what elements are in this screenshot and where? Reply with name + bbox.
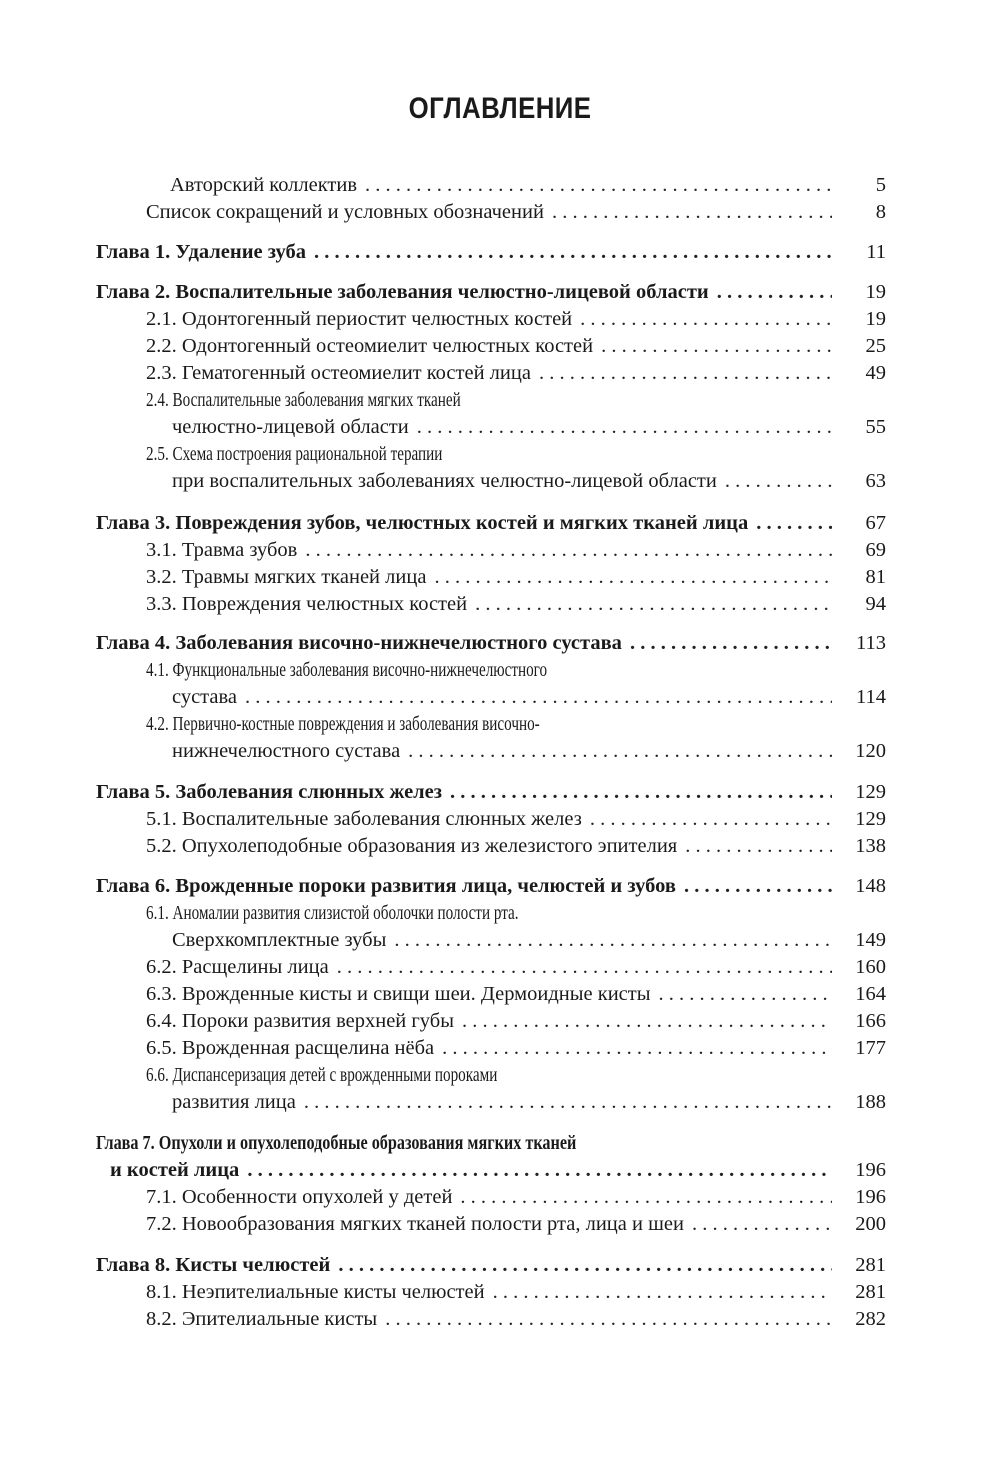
- toc-chapter-4: Глава 4. Заболевания височно-нижнечелюстного сустава . . . 113: [96, 630, 886, 656]
- toc-section-6-6-line1: 6.6. Диспансеризация детей с врожденными пороками: [146, 1064, 498, 1086]
- toc-section-2-4: челюстно-лицевой области . . . 55: [172, 414, 886, 440]
- toc-chapter-5: Глава 5. Заболевания слюнных желез . . . 129: [96, 779, 886, 805]
- toc-section-3-2: 3.2. Травмы мягких тканей лица . . . 81: [146, 564, 886, 590]
- toc-section-6-5: 6.5. Врожденная расщелина нёба . . . 177: [146, 1035, 886, 1061]
- toc-section-3-1: 3.1. Травма зубов . . . 69: [146, 537, 886, 563]
- toc-section-6-2: 6.2. Расщелины лица . . . 160: [146, 954, 886, 980]
- toc-section-2-2: 2.2. Одонтогенный остеомиелит челюстных костей . . . 25: [146, 333, 886, 359]
- toc-section-5-2: 5.2. Опухолеподобные образования из железистого эпителия . . . 138: [146, 833, 886, 859]
- toc-section-8-1: 8.1. Неэпителиальные кисты челюстей . . . 281: [146, 1279, 886, 1305]
- toc-chapter-2: Глава 2. Воспалительные заболевания челюстно-лицевой области . . . 19: [96, 279, 886, 305]
- toc-chapter-8: Глава 8. Кисты челюстей . . . 281: [96, 1252, 886, 1278]
- toc-section-7-1: 7.1. Особенности опухолей у детей . . . 196: [146, 1184, 886, 1210]
- toc-section-4-1-line1: 4.1. Функциональные заболевания височно-нижнечелюстного: [146, 659, 548, 681]
- toc-entry-abbreviations: Список сокращений и условных обозначений . . . 8: [146, 199, 886, 225]
- toc-section-4-2-line1: 4.2. Первично-костные повреждения и заболевания височно-: [146, 713, 540, 735]
- toc-section-4-1: сустава . . . 114: [172, 684, 886, 710]
- toc-chapter-6: Глава 6. Врожденные пороки развития лица, челюстей и зубов . . . 148: [96, 873, 886, 899]
- toc-section-2-3: 2.3. Гематогенный остеомиелит костей лица . . . 49: [146, 360, 886, 386]
- toc-section-7-2: 7.2. Новообразования мягких тканей полости рта, лица и шеи . . . 200: [146, 1211, 886, 1237]
- toc-section-2-4-line1: 2.4. Воспалительные заболевания мягких тканей: [146, 389, 461, 411]
- toc-section-2-1: 2.1. Одонтогенный периостит челюстных костей . . . 19: [146, 306, 886, 332]
- toc-chapter-1: Глава 1. Удаление зуба . . . 11: [96, 239, 886, 265]
- toc-section-5-1: 5.1. Воспалительные заболевания слюнных желез . . . 129: [146, 806, 886, 832]
- toc-section-3-3: 3.3. Повреждения челюстных костей . . . 94: [146, 591, 886, 617]
- page-title: ОГЛАВЛЕНИЕ: [408, 92, 592, 125]
- toc-section-6-1: Сверхкомплектные зубы . . . 149: [172, 927, 886, 953]
- toc-section-4-2: нижнечелюстного сустава . . . 120: [172, 738, 886, 764]
- toc-chapter-7-line1: Глава 7. Опухоли и опухолеподобные образования мягких тканей: [96, 1132, 577, 1154]
- toc-chapter-7: и костей лица . . . 196: [110, 1157, 886, 1183]
- toc-section-2-5-line1: 2.5. Схема построения рациональной терапии: [146, 443, 443, 465]
- toc-section-8-2: 8.2. Эпителиальные кисты . . . 282: [146, 1306, 886, 1332]
- toc-section-2-5: при воспалительных заболеваниях челюстно-лицевой области . . . 63: [172, 468, 886, 494]
- toc-section-6-6: развития лица . . . 188: [172, 1089, 886, 1115]
- toc-entry-authors: Авторский коллектив . . . 5: [170, 172, 886, 198]
- toc-chapter-3: Глава 3. Повреждения зубов, челюстных костей и мягких тканей лица . . . 67: [96, 510, 886, 536]
- toc-section-6-4: 6.4. Пороки развития верхней губы . . . 166: [146, 1008, 886, 1034]
- toc-section-6-1-line1: 6.1. Аномалии развития слизистой оболочки полости рта.: [146, 902, 519, 924]
- toc-section-6-3: 6.3. Врожденные кисты и свищи шеи. Дермоидные кисты . . . 164: [146, 981, 886, 1007]
